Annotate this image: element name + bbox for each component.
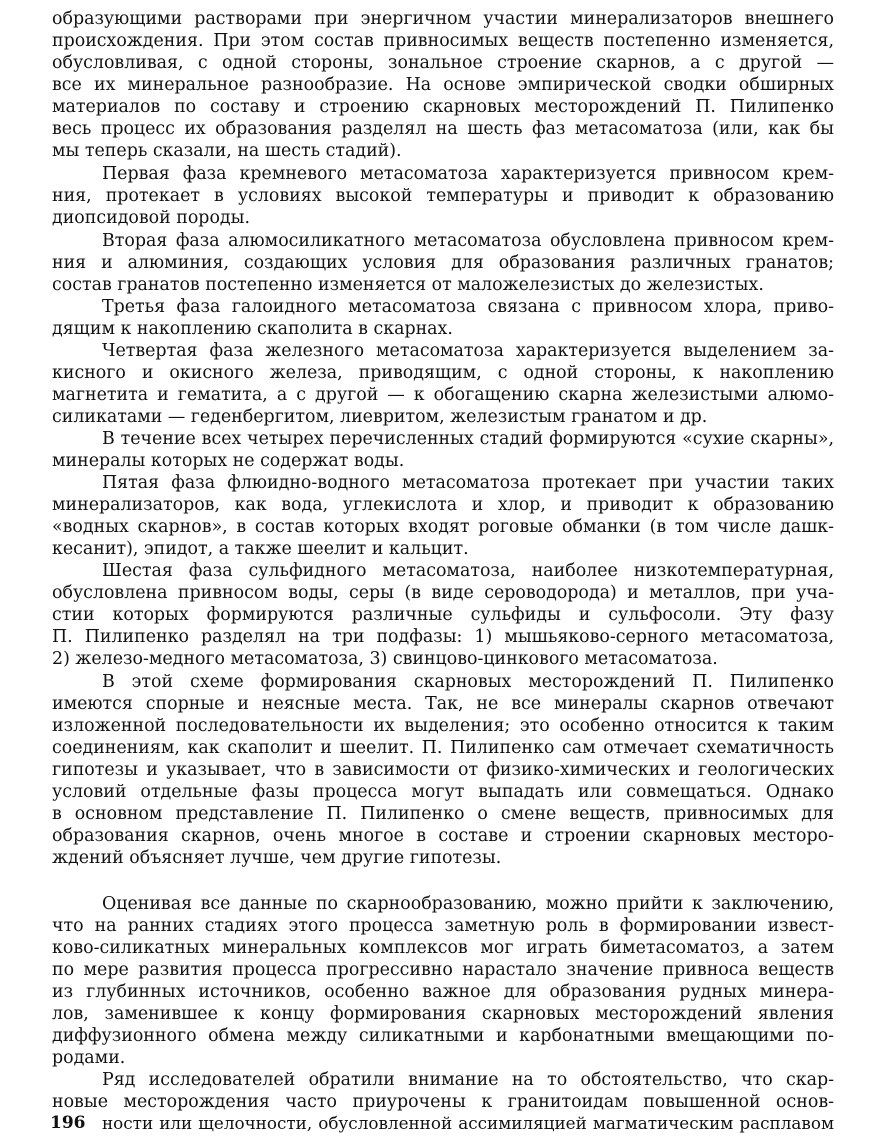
page-number: 196 [50, 1113, 86, 1133]
text-line: Ряд исследователей обратили внимание на то обстоятельство, что скар- [102, 1070, 834, 1090]
text-line: новые месторождения часто приурочены к гранитоидам повышенной основ- [52, 1092, 834, 1112]
text-line: в основном представление П. Пилипенко о смене веществ, привносимых для [52, 804, 834, 824]
text-line: все их минеральное разнообразие. На основе эмпирической сводки обширных [52, 75, 834, 95]
text-line: 2) железо-медного метасоматоза, 3) свинцово-цинкового метасоматоза. [52, 649, 718, 669]
text-line: ния и алюминия, создающих условия для образования различных гранатов; [52, 253, 834, 273]
text-line: В этой схеме формирования скарновых месторождений П. Пилипенко [102, 672, 834, 692]
text-line: лов, заменившее к концу формирования скарновых месторождений явления [52, 1004, 834, 1024]
text-line: силикатами — геденбергитом, лиевритом, железистым гранатом и др. [52, 407, 708, 427]
text-line: диффузионного обмена между силикатными и карбонатными вмещающими по- [52, 1026, 834, 1046]
text-line: магнетита и гематита, а с другой — к обогащению скарна железистыми алюмо- [52, 385, 834, 405]
text-line: Первая фаза кремневого метасоматоза характеризуется привносом крем- [102, 164, 834, 184]
text-line: Оценивая все данные по скарнообразованию, можно прийти к заключению, [102, 894, 834, 914]
text-line: из глубинных источников, особенно важное для образования рудных минера- [52, 982, 834, 1002]
text-line: кисного и окисного железа, приводящим, с одной стороны, к накоплению [52, 363, 834, 383]
text-line: Шестая фаза сульфидного метасоматоза, наиболее низкотемпературная, [102, 561, 834, 581]
text-line: Пятая фаза флюидно-водного метасоматоза протекает при участии таких [102, 473, 834, 493]
text-line: ния, протекает в условиях высокой температуры и приводит к образованию [52, 186, 834, 206]
text-line: изложенной последовательности их выделения; это особенно относится к таким [52, 716, 834, 736]
text-line: гипотезы и указывает, что в зависимости от физико-химических и геологических [52, 760, 834, 780]
text-line: минералы которых не содержат воды. [52, 451, 405, 471]
text-line: «водных скарнов», в состав которых входят роговые обманки (в том числе дашк- [52, 517, 834, 537]
text-line: дящим к накоплению скаполита в скарнах. [52, 319, 453, 339]
text-line: В течение всех четырех перечисленных стадий формируются «сухие скарны», [102, 429, 834, 449]
text-line: родами. [52, 1048, 126, 1068]
text-line: весь процесс их образования разделял на шесть фаз метасоматоза (или, как бы [52, 119, 834, 139]
text-line: П. Пилипенко разделял на три подфазы: 1) мышьяково-серного метасоматоза, [52, 627, 834, 647]
text-line: обусловливая, с одной стороны, зональное строение скарнов, а с другой — [52, 53, 834, 73]
text-line: ности или щелочности, обусловленной ассимиляцией магматическим расплавом [102, 1113, 834, 1133]
text-line: что на ранних стадиях этого процесса заметную роль в формировании извест- [52, 916, 834, 936]
text-line: образующими растворами при энергичном участии минерализаторов внешнего [52, 9, 834, 29]
text-line: состав гранатов постепенно изменяется от маложелезистых до железистых. [52, 275, 764, 295]
text-line: кесанит), эпидот, а также шеелит и кальцит. [52, 539, 469, 559]
text-line: условий отдельные фазы процесса могут выпадать или совмещаться. Однако [52, 782, 834, 802]
text-line: Вторая фаза алюмосиликатного метасоматоза обусловлена привносом крем- [102, 231, 834, 251]
text-line: соединениям, как скаполит и шеелит. П. Пилипенко сам отмечает схематичность [52, 738, 834, 758]
text-line: происхождения. При этом состав привносимых веществ постепенно изменяется, [52, 31, 834, 51]
text-line: по мере развития процесса прогрессивно нарастало значение привноса веществ [52, 960, 834, 980]
text-line: диопсидовой породы. [52, 208, 250, 228]
text-line: материалов по составу и строению скарновых месторождений П. Пилипенко [52, 97, 834, 117]
text-line: ждений объясняет лучше, чем другие гипотезы. [52, 848, 502, 868]
text-line: мы теперь сказали, на шесть стадий). [52, 141, 402, 161]
text-line: минерализаторов, как вода, углекислота и хлор, и приводит к образованию [52, 495, 834, 515]
text-line: обусловлена привносом воды, серы (в виде сероводорода) и металлов, при уча- [52, 583, 834, 603]
text-line: Третья фаза галоидного метасоматоза связана с привносом хлора, приво- [102, 297, 834, 317]
text-line: ково-силикатных минеральных комплексов мог играть биметасоматоз, а затем [52, 938, 834, 958]
text-line: имеются спорные и неясные места. Так, не все минералы скарнов отвечают [52, 694, 834, 714]
text-line: образования скарнов, очень многое в составе и строении скарновых месторо- [52, 826, 834, 846]
text-line: стии которых формируются различные сульфиды и сульфосоли. Эту фазу [52, 605, 834, 625]
text-line: Четвертая фаза железного метасоматоза характеризуется выделением за- [102, 341, 834, 361]
